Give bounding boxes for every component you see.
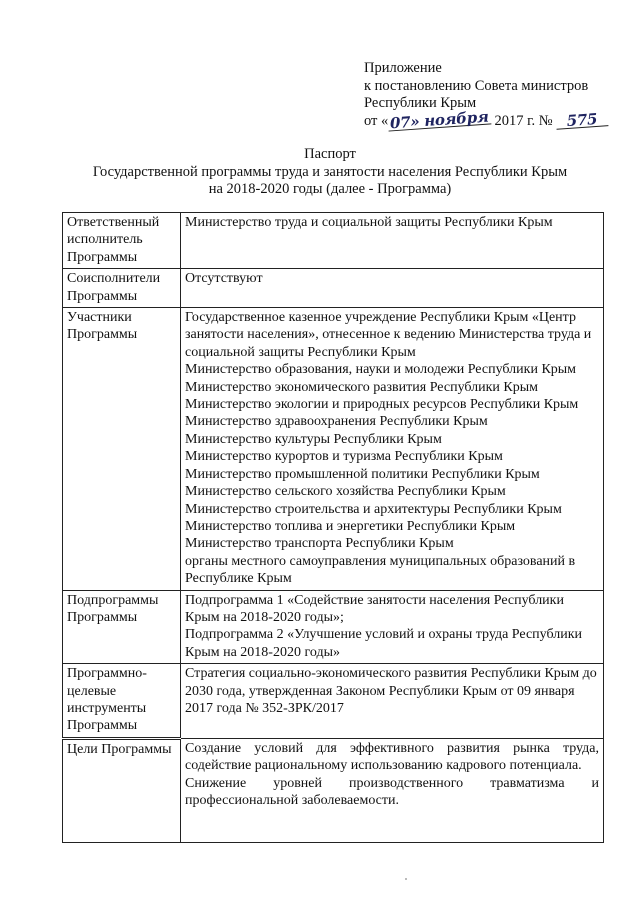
title-line-2: Государственной программы труда и занятости населения Республики Крым [92,163,568,180]
participant-item: Государственное казенное учреждение Республики Крым «Центр занятости населения», отнесенное к ведению Министерства труда и социальной защиты Республики Крым [185,310,592,360]
table-row [63,590,604,664]
appendix-date-line [364,107,624,132]
subprogram-item: Подпрограмма 2 «Улучшение условий и охраны труда Республики Крым на 2018-2020 годы» [185,627,583,660]
row-label-coexecutors: Соисполнители Программы [63,269,181,308]
subprogram-item: Подпрограмма 1 «Содействие занятости населения Республики Крым на 2018-2020 годы»; [185,592,564,625]
table-row [63,738,604,842]
table-row [63,269,604,308]
table-row [63,664,604,739]
participant-item: органы местного самоуправления муниципальных образований в Республике Крым [185,553,576,587]
scan-speck [405,878,407,880]
date-prefix: от « [364,112,389,129]
row-label-goals: Цели Программы [63,738,181,842]
row-value-goals [181,738,604,842]
row-label-subprograms: Подпрограммы Программы [63,590,181,664]
table-row [63,308,604,591]
table-row [63,213,604,269]
row-label-participants: Участники Программы [63,308,181,591]
row-value-coexecutors: Отсутствуют [181,269,604,308]
row-label-responsible: Ответственный исполнитель Программы [63,213,181,269]
row-label-targeted: Программно-целевые инструменты Программы [63,664,181,739]
participant-item: Министерство строительства и архитектуры Республики Крым [185,501,562,517]
date-suffix: 2017 г. № [494,112,553,129]
participant-item: Министерство транспорта Республики Крым [185,536,454,552]
handwritten-number: 575 [556,111,609,130]
appendix-line-1: Приложение [364,60,442,76]
participant-item: Министерство культуры Республики Крым [185,431,442,447]
passport-table [62,212,604,843]
title-line-3: на 2018-2020 годы (далее - Программа) [208,181,452,197]
goal-item: Создание условий для эффективного развития рынка труда, содействие рациональному использованию кадрового потенциала. [185,740,599,774]
document-title [40,146,620,199]
row-value-subprograms [181,590,604,664]
participant-item: Министерство курортов и туризма Республики Крым [185,449,503,465]
participant-item: Министерство образования, науки и молодежи Республики Крым [185,362,577,378]
appendix-header [364,60,624,130]
row-value-responsible: Министерство труда и социальной защиты Республики Крым [181,213,604,269]
participant-item: Министерство топлива и энергетики Республики Крым [185,518,516,534]
appendix-line-3: Республики Крым [364,95,477,111]
handwritten-date: 07» ноября [389,107,490,132]
appendix-line-2: к постановлению Совета министров [364,77,589,94]
participant-item: Министерство промышленной политики Республики Крым [185,466,540,482]
participant-item: Министерство здравоохранения Республики Крым [185,414,488,430]
row-value-participants [181,308,604,591]
title-line-1: Паспорт [304,146,356,162]
participant-item: Министерство сельского хозяйства Республики Крым [185,484,506,500]
goal-item: Снижение уровней производственного травматизма и профессиональной заболеваемости. [185,775,599,808]
participant-item: Министерство экономического развития Республики Крым [185,379,539,395]
row-value-targeted: Стратегия социально-экономического развития Республики Крым до 2030 года, утвержденная Законом Республики Крым от 09 января 2017 года № 352-ЗРК/2017 [181,664,604,739]
participant-item: Министерство экологии и природных ресурсов Республики Крым [185,397,579,413]
